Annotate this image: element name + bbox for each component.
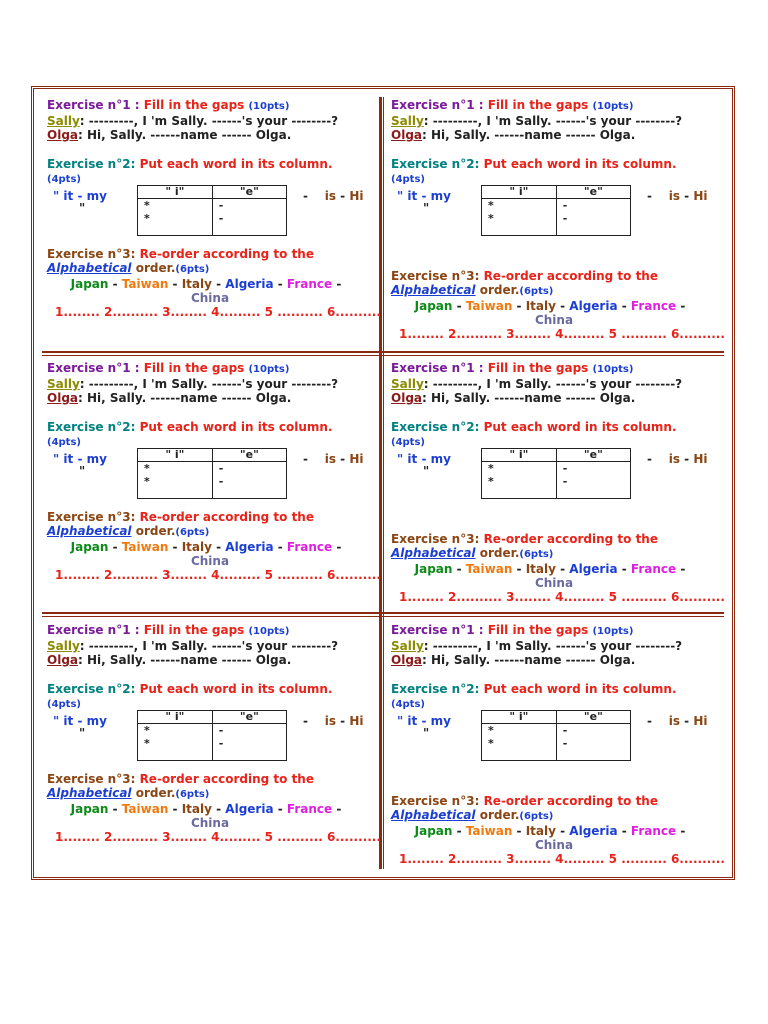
exercise-2-body: [47, 185, 373, 247]
exercise-2-heading: Exercise n°2: Put each word in its column.: [391, 682, 677, 696]
closing-quote: ": [79, 726, 86, 740]
column-e-header: "e": [212, 711, 286, 724]
country-china: China: [190, 554, 230, 568]
column-e-header: "e": [212, 449, 286, 462]
sally-line: Sally: ---------, I 'm Sally. ------'s your --------?: [47, 639, 339, 653]
exercise-2-points: (4pts): [47, 437, 81, 448]
sound-columns-table: [481, 710, 631, 761]
exercise-card-3: [39, 355, 379, 617]
column-e-cell[interactable]: - -: [212, 462, 286, 499]
column-e-header: "e": [556, 449, 630, 462]
exercise-2-points: (4pts): [47, 699, 81, 710]
closing-quote: ": [79, 464, 86, 478]
exercise-card-4: [383, 355, 723, 617]
exercise-1-heading: Exercise n°1 : Fill in the gaps (10pts): [47, 361, 290, 375]
exercise-card-2: [383, 92, 723, 354]
sally-line: Sally: ---------, I 'm Sally. ------'s your --------?: [47, 114, 339, 128]
olga-line: Olga: Hi, Sally. ------name ------ Olga.: [391, 391, 636, 405]
exercise-2-heading: Exercise n°2: Put each word in its column.: [391, 157, 677, 171]
sally-line: Sally: ---------, I 'm Sally. ------'s your --------?: [391, 377, 683, 391]
column-i-cell[interactable]: * *: [138, 199, 213, 236]
exercise-2-points: (4pts): [391, 699, 425, 710]
exercise-1-heading: Exercise n°1 : Fill in the gaps (10pts): [391, 98, 634, 112]
closing-quote: ": [423, 201, 430, 215]
column-e-cell[interactable]: - -: [556, 724, 630, 761]
answer-number-line[interactable]: 1........ 2.......... 3........ 4......... 5 .......... 6..........: [399, 327, 725, 341]
words-right: - is - Hi: [303, 189, 364, 203]
sound-columns-table: [481, 448, 631, 499]
vertical-divider: [379, 97, 382, 869]
exercise-3-heading-2: Alphabetical order.(6pts): [391, 808, 554, 822]
column-i-cell[interactable]: * *: [482, 199, 557, 236]
column-i-cell[interactable]: * *: [482, 462, 557, 499]
exercise-2-points: (4pts): [391, 174, 425, 185]
country-china: China: [534, 576, 574, 590]
exercise-3-heading-2: Alphabetical order.(6pts): [47, 261, 210, 275]
column-i-header: " i": [138, 186, 213, 199]
olga-line: Olga: Hi, Sally. ------name ------ Olga.: [47, 653, 292, 667]
words-left: " it - my: [397, 452, 451, 466]
words-right: - is - Hi: [647, 452, 708, 466]
column-i-cell[interactable]: * *: [138, 724, 213, 761]
countries-line: Japan - Taiwan - Italy - Algeria - France -: [414, 824, 686, 838]
closing-quote: ": [79, 201, 86, 215]
column-i-cell[interactable]: * *: [138, 462, 213, 499]
country-china: China: [190, 816, 230, 830]
countries-line: Japan - Taiwan - Italy - Algeria - France -: [414, 299, 686, 313]
exercise-2-body: [391, 185, 717, 247]
exercise-3-heading-2: Alphabetical order.(6pts): [391, 283, 554, 297]
exercise-3-heading: Exercise n°3: Re-order according to the: [47, 510, 314, 524]
sally-line: Sally: ---------, I 'm Sally. ------'s your --------?: [391, 639, 683, 653]
sally-line: Sally: ---------, I 'm Sally. ------'s your --------?: [391, 114, 683, 128]
olga-line: Olga: Hi, Sally. ------name ------ Olga.: [391, 653, 636, 667]
exercise-2-body: [47, 448, 373, 510]
closing-quote: ": [423, 464, 430, 478]
exercise-1-heading: Exercise n°1 : Fill in the gaps (10pts): [47, 623, 290, 637]
country-china: China: [534, 838, 574, 852]
exercise-3-heading-2: Alphabetical order.(6pts): [47, 786, 210, 800]
countries-line: Japan - Taiwan - Italy - Algeria - France -: [414, 562, 686, 576]
words-right: - is - Hi: [303, 714, 364, 728]
exercise-1-heading: Exercise n°1 : Fill in the gaps (10pts): [391, 361, 634, 375]
column-i-header: " i": [482, 186, 557, 199]
words-right: - is - Hi: [303, 452, 364, 466]
countries-line: Japan - Taiwan - Italy - Algeria - France -: [70, 802, 342, 816]
exercise-3-heading: Exercise n°3: Re-order according to the: [47, 247, 314, 261]
countries-line: Japan - Taiwan - Italy - Algeria - France -: [70, 540, 342, 554]
exercise-2-heading: Exercise n°2: Put each word in its column.: [47, 157, 333, 171]
olga-line: Olga: Hi, Sally. ------name ------ Olga.: [391, 128, 636, 142]
column-i-header: " i": [482, 711, 557, 724]
words-left: " it - my: [53, 714, 107, 728]
words-left: " it - my: [397, 189, 451, 203]
column-i-cell[interactable]: * *: [482, 724, 557, 761]
exercise-2-points: (4pts): [47, 174, 81, 185]
exercise-2-heading: Exercise n°2: Put each word in its column.: [47, 682, 333, 696]
answer-number-line[interactable]: 1........ 2.......... 3........ 4......... 5 .......... 6..........: [399, 852, 725, 866]
closing-quote: ": [423, 726, 430, 740]
olga-line: Olga: Hi, Sally. ------name ------ Olga.: [47, 128, 292, 142]
sound-columns-table: [137, 710, 287, 761]
exercise-card-6: [383, 617, 723, 879]
words-left: " it - my: [397, 714, 451, 728]
column-e-cell[interactable]: - -: [556, 462, 630, 499]
exercise-3-heading: Exercise n°3: Re-order according to the: [47, 772, 314, 786]
column-e-header: "e": [212, 186, 286, 199]
country-china: China: [534, 313, 574, 327]
exercise-2-heading: Exercise n°2: Put each word in its column.: [47, 420, 333, 434]
olga-line: Olga: Hi, Sally. ------name ------ Olga.: [47, 391, 292, 405]
answer-number-line[interactable]: 1........ 2.......... 3........ 4......... 5 .......... 6..........: [55, 830, 381, 844]
words-right: - is - Hi: [647, 189, 708, 203]
column-e-cell[interactable]: - -: [556, 199, 630, 236]
words-left: " it - my: [53, 189, 107, 203]
exercise-3-heading: Exercise n°3: Re-order according to the: [391, 532, 658, 546]
exercise-3-heading: Exercise n°3: Re-order according to the: [391, 794, 658, 808]
column-e-header: "e": [556, 186, 630, 199]
sound-columns-table: [481, 185, 631, 236]
countries-line: Japan - Taiwan - Italy - Algeria - France -: [70, 277, 342, 291]
exercise-1-heading: Exercise n°1 : Fill in the gaps (10pts): [391, 623, 634, 637]
column-i-header: " i": [138, 711, 213, 724]
exercise-3-heading-2: Alphabetical order.(6pts): [47, 524, 210, 538]
sally-line: Sally: ---------, I 'm Sally. ------'s your --------?: [47, 377, 339, 391]
answer-number-line[interactable]: 1........ 2.......... 3........ 4......... 5 .......... 6..........: [55, 305, 381, 319]
column-i-header: " i": [482, 449, 557, 462]
column-i-header: " i": [138, 449, 213, 462]
exercise-2-points: (4pts): [391, 437, 425, 448]
exercise-card-5: [39, 617, 379, 879]
exercise-2-body: [47, 710, 373, 772]
answer-number-line[interactable]: 1........ 2.......... 3........ 4......... 5 .......... 6..........: [55, 568, 381, 582]
column-e-header: "e": [556, 711, 630, 724]
exercise-2-body: [391, 710, 717, 772]
exercise-2-body: [391, 448, 717, 510]
exercise-3-heading: Exercise n°3: Re-order according to the: [391, 269, 658, 283]
answer-number-line[interactable]: 1........ 2.......... 3........ 4......... 5 .......... 6..........: [399, 590, 725, 604]
words-left: " it - my: [53, 452, 107, 466]
column-e-cell[interactable]: - -: [212, 199, 286, 236]
exercise-2-heading: Exercise n°2: Put each word in its column.: [391, 420, 677, 434]
country-china: China: [190, 291, 230, 305]
sound-columns-table: [137, 448, 287, 499]
exercise-3-heading-2: Alphabetical order.(6pts): [391, 546, 554, 560]
column-e-cell[interactable]: - -: [212, 724, 286, 761]
sound-columns-table: [137, 185, 287, 236]
exercise-card-1: [39, 92, 379, 354]
words-right: - is - Hi: [647, 714, 708, 728]
exercise-1-heading: Exercise n°1 : Fill in the gaps (10pts): [47, 98, 290, 112]
